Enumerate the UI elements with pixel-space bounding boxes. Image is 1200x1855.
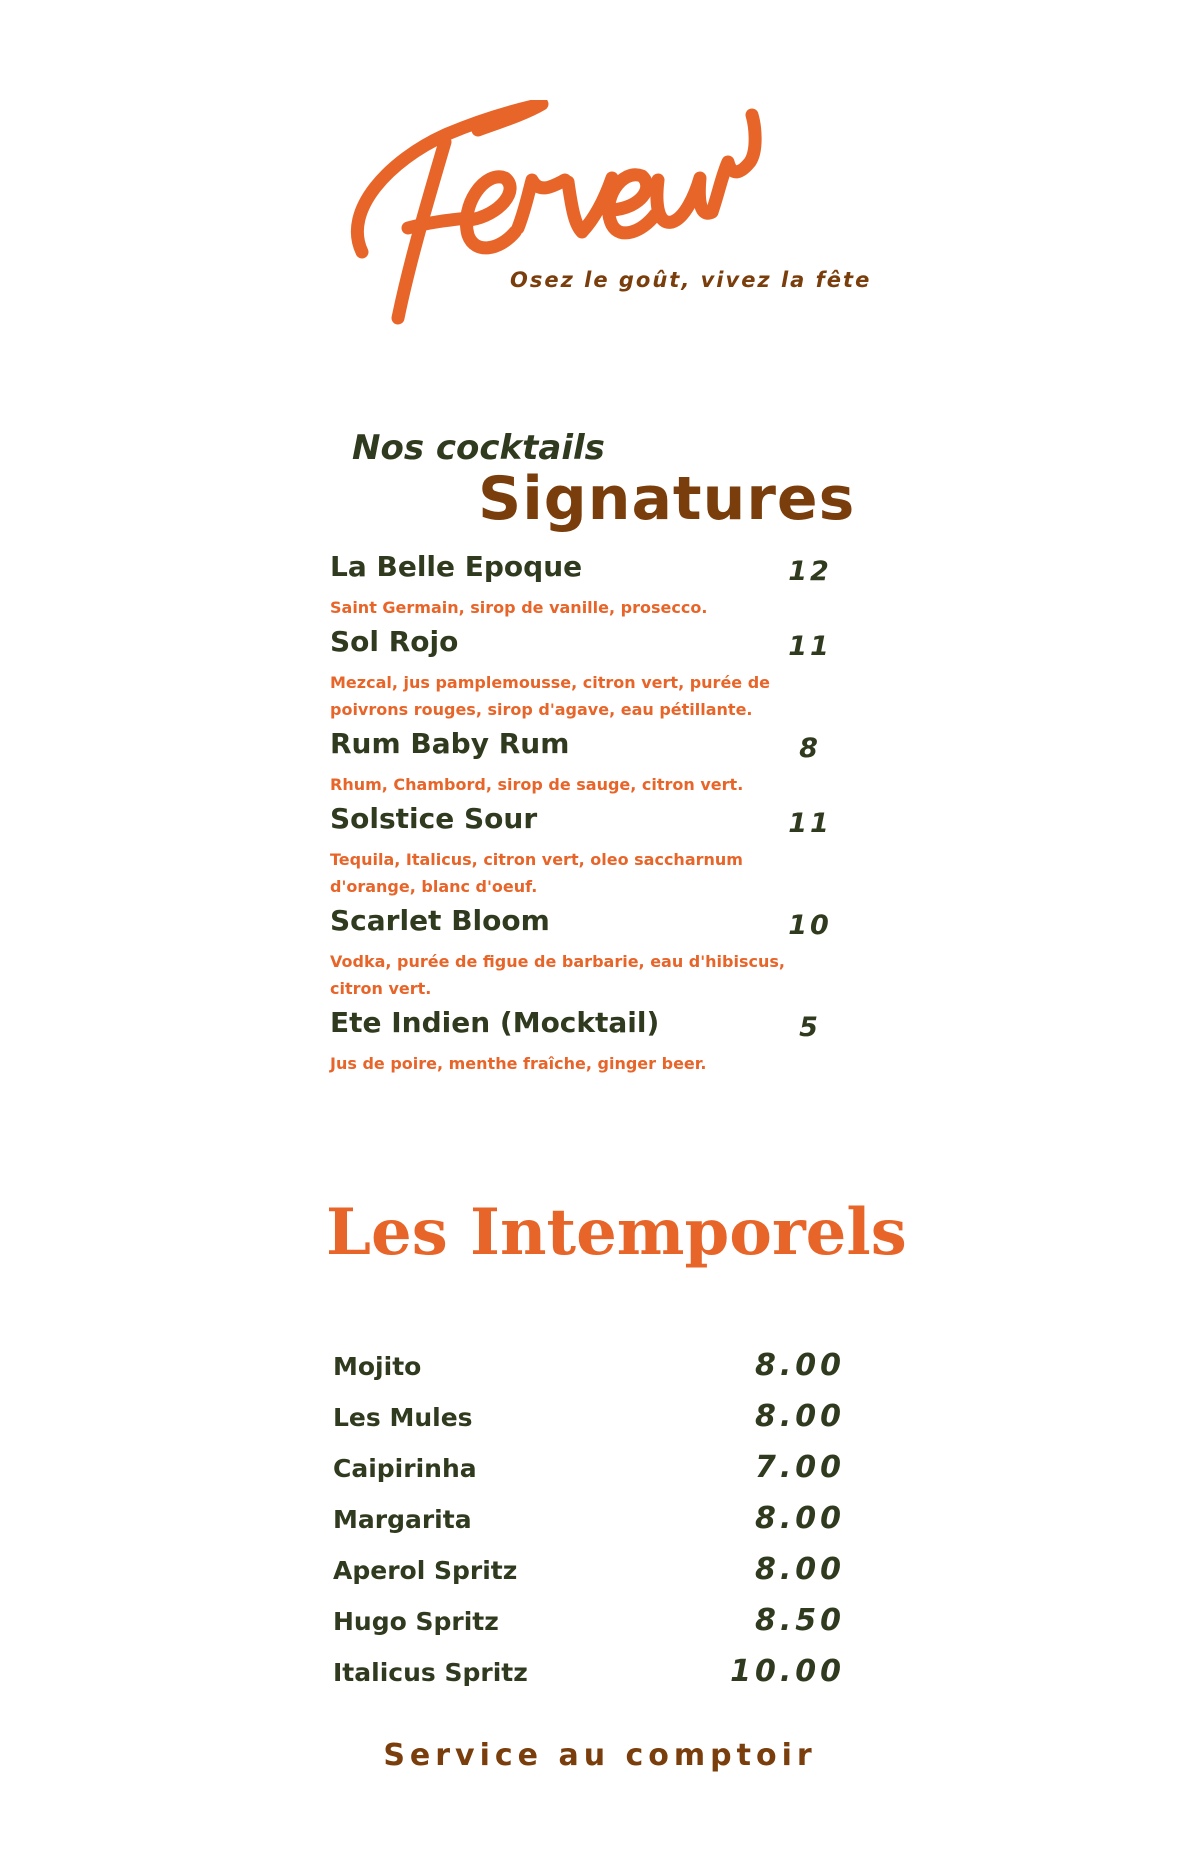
menu-item-name: Rum Baby Rum [330,727,570,760]
menu-item-price: 11 [788,631,832,662]
menu-item-description: Vodka, purée de figue de barbarie, eau d'hibiscus, citron vert. [330,952,785,998]
menu-item-description: Rhum, Chambord, sirop de sauge, citron vert. [330,775,744,794]
brand-logo [350,100,872,340]
menu-item-name: Sol Rojo [330,625,459,658]
price-row-name: Aperol Spritz [333,1556,518,1585]
price-row-name: Mojito [333,1352,422,1381]
price-row-name: Hugo Spritz [333,1607,499,1636]
price-row-name: Caipirinha [333,1454,477,1483]
menu-item [330,727,850,798]
price-row-price: 8.50 [754,1603,845,1638]
price-row-price: 8.00 [754,1348,845,1383]
menu-item-description: Jus de poire, menthe fraîche, ginger beer. [330,1054,707,1073]
menu-item [330,550,850,621]
menu-item-description: Saint Germain, sirop de vanille, prosecco. [330,598,708,617]
menu-item-description: Mezcal, jus pamplemousse, citron vert, purée de poivrons rouges, sirop d'agave, eau pétillante. [330,673,771,719]
price-row-name: Margarita [333,1505,472,1534]
menu-item-name: Scarlet Bloom [330,904,550,937]
price-row [333,1654,845,1694]
brand-tagline: Osez le goût, vivez la fête [510,268,872,292]
price-row-price: 8.00 [754,1501,845,1536]
menu-item [330,802,850,900]
menu-item-price: 12 [788,556,832,587]
price-row-price: 8.00 [754,1399,845,1434]
menu-item-name: Solstice Sour [330,802,538,835]
footer-note: Service au comptoir [383,1738,817,1773]
signatures-title: Signatures [478,464,856,534]
intemporels-title: Les Intemporels [326,1195,907,1270]
ferveur-logo-lettering [350,100,860,340]
signatures-pretitle: Nos cocktails [352,428,605,468]
menu-item-description: Tequila, Italicus, citron vert, oleo saccharnum d'orange, blanc d'oeuf. [330,850,743,896]
menu-item-name: Ete Indien (Mocktail) [330,1006,660,1039]
price-row-price: 8.00 [754,1552,845,1587]
price-row-name: Les Mules [333,1403,473,1432]
price-row [333,1450,845,1490]
menu-item [330,904,850,1002]
price-row-name: Italicus Spritz [333,1658,528,1687]
menu-item-price: 8 [799,733,821,764]
menu-item [330,1006,850,1077]
menu-item-price: 11 [788,808,832,839]
price-row [333,1552,845,1592]
menu-item [330,625,850,723]
price-row-price: 7.00 [754,1450,845,1485]
menu-item-price: 10 [788,910,832,941]
menu-item-name: La Belle Epoque [330,550,583,583]
price-row [333,1348,845,1388]
price-row-price: 10.00 [730,1654,845,1689]
price-row [333,1603,845,1643]
price-row [333,1501,845,1541]
price-row [333,1399,845,1439]
menu-item-price: 5 [799,1012,821,1043]
